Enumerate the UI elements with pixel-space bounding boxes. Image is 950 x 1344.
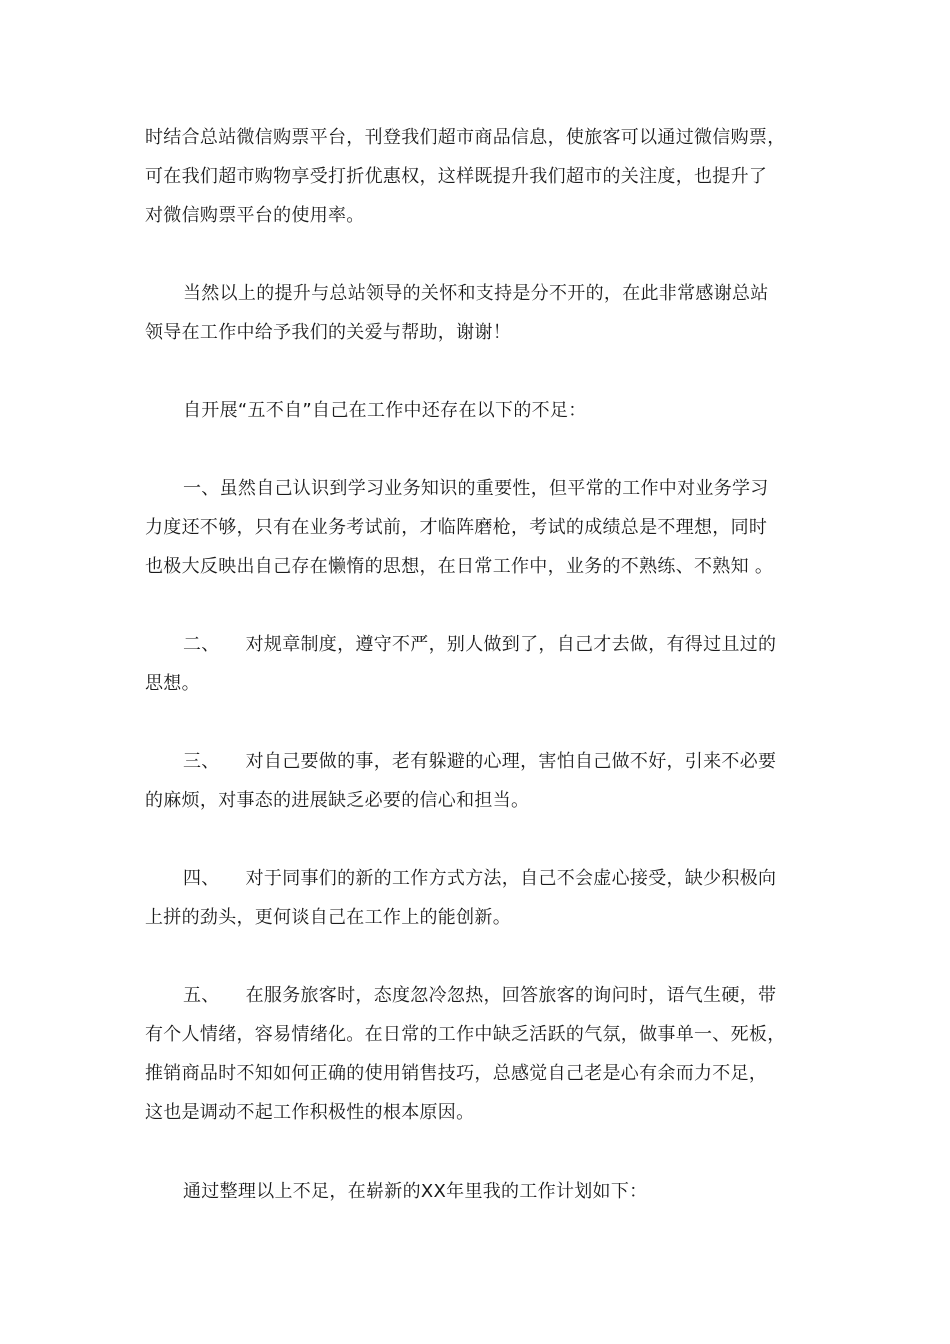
paragraph-item-two [145, 625, 810, 703]
text-line: 推销商品时不知如何正确的使用销售技巧，总感觉自己老是心有余而力不足， [145, 1063, 768, 1084]
text-line: 当然以上的提升与总站领导的关怀和支持是分不开的，在此非常感谢总站 [183, 283, 769, 304]
text-line: 领导在工作中给予我们的关爱与帮助，谢谢！ [145, 322, 511, 343]
paragraph-wechat-platform [145, 118, 810, 235]
text-line [145, 742, 810, 781]
item-text: 对于同事们的新的工作方式方法，自己不会虚心接受，缺少积极向 [245, 868, 777, 889]
text-line: 的麻烦，对事态的进展缺乏必要的信心和担当。 [145, 790, 530, 811]
paragraph-thanks [145, 274, 810, 352]
text-line [145, 859, 810, 898]
text-line [145, 625, 810, 664]
item-number: 三、 [183, 751, 220, 772]
text-line: 一、虽然自己认识到学习业务知识的重要性，但平常的工作中对业务学习 [183, 478, 769, 499]
text-line: 有个人情绪，容易情绪化。在日常的工作中缺乏活跃的气氛，做事单一、死板， [145, 1024, 786, 1045]
paragraph-item-three [145, 742, 810, 820]
text-line: 这也是调动不起工作积极性的根本原因。 [145, 1102, 475, 1123]
paragraph-shortcomings-intro [145, 391, 810, 430]
item-text: 对规章制度，遵守不严，别人做到了，自己才去做，有得过且过的 [245, 634, 777, 655]
text-line: 上拼的劲头，更何谈自己在工作上的能创新。 [145, 907, 511, 928]
text-line: 对微信购票平台的使用率。 [145, 205, 365, 226]
paragraph-work-plan-intro [145, 1172, 810, 1211]
text-line: 思想。 [145, 673, 200, 694]
text-line: 力度还不够，只有在业务考试前，才临阵磨枪，考试的成绩总是不理想，同时 [145, 517, 768, 538]
paragraph-item-one [145, 469, 810, 586]
item-number: 四、 [183, 868, 220, 889]
paragraph-item-five [145, 976, 810, 1132]
text-line: 也极大反映出自己存在懒惰的思想，在日常工作中，业务的不熟练、不熟知 。 [145, 556, 774, 577]
text-line: 时结合总站微信购票平台，刊登我们超市商品信息，使旅客可以通过微信购票， [145, 127, 786, 148]
text-line: 通过整理以上不足，在崭新的XX年里我的工作计划如下： [183, 1181, 648, 1202]
item-text: 对自己要做的事，老有躲避的心理，害怕自己做不好，引来不必要 [245, 751, 777, 772]
item-number: 五、 [183, 985, 220, 1006]
text-line: 自开展“五不自”自己在工作中还存在以下的不足： [183, 400, 587, 421]
item-number: 二、 [183, 634, 220, 655]
text-line: 可在我们超市购物享受打折优惠权，这样既提升我们超市的关注度，也提升了 [145, 166, 768, 187]
text-line [145, 976, 810, 1015]
paragraph-item-four [145, 859, 810, 937]
item-text: 在服务旅客时，态度忽冷忽热，回答旅客的询问时，语气生硬，带 [245, 985, 777, 1006]
